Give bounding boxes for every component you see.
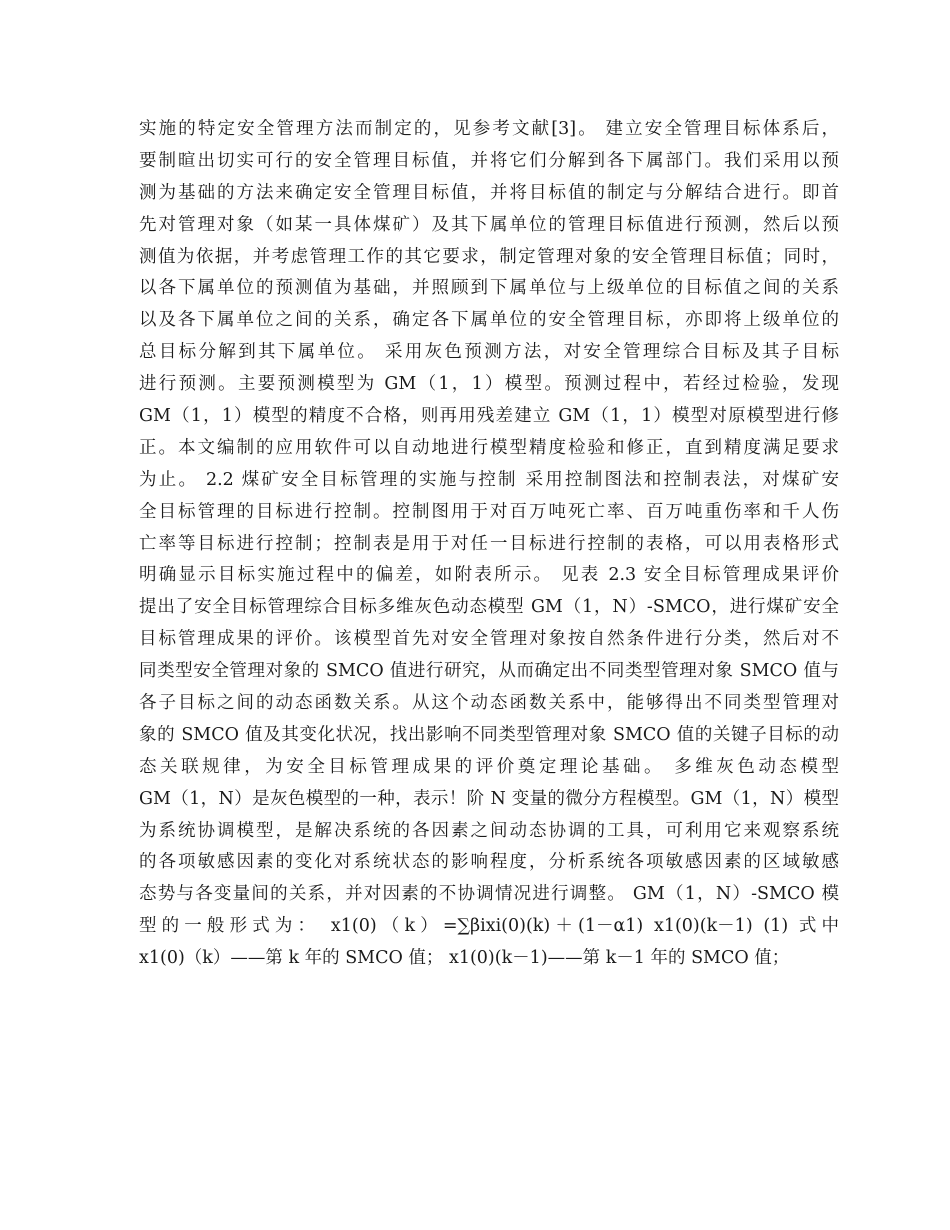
text-line: 亡率等目标进行控制；控制表是用于对任一目标进行控制的表格，可以用表格形式 (139, 533, 839, 554)
text-line: 提出了安全目标管理综合目标多维灰色动态模型 GM（1，N）-SMCO，进行煤矿安全 (139, 597, 839, 618)
text-line: 各子目标之间的动态函数关系。从这个动态函数关系中，能够得出不同类型管理对 (139, 693, 839, 714)
text-line: 先对管理对象（如某一具体煤矿）及其下属单位的管理目标值进行预测，然后以预 (139, 214, 839, 235)
text-line: GM（1，N）是灰色模型的一种，表示！阶 N 变量的微分方程模型。GM（1，N）模型 (139, 788, 839, 809)
text-line: 为系统协调模型，是解决系统的各因素之间动态协调的工具，可利用它来观察系统 (139, 820, 839, 841)
body-text (139, 114, 839, 975)
text-line: 为止。 2.2 煤矿安全目标管理的实施与控制 采用控制图法和控制表法，对煤矿安 (139, 469, 839, 490)
text-line: 态势与各变量间的关系，并对因素的不协调情况进行调整。 GM（1，N）-SMCO 模 (139, 884, 839, 905)
text-line: 型的一般形式为： x1(0)（k）=∑βixi(0)(k)＋(1－α1) x1(0)(k－1) (1) 式中 (139, 916, 839, 937)
text-line: 进行预测。主要预测模型为 GM（1，1）模型。预测过程中，若经过检验，发现 (139, 374, 839, 395)
text-line: 同类型安全管理对象的 SMCO 值进行研究，从而确定出不同类型管理对象 SMCO 值与 (139, 661, 839, 682)
text-line: 实施的特定安全管理方法而制定的，见参考文献[3]。 建立安全管理目标体系后， (139, 119, 839, 139)
text-line: 态关联规律，为安全目标管理成果的评价奠定理论基础。 多维灰色动态模型 (139, 756, 839, 777)
text-line: 测为基础的方法来确定安全管理目标值，并将目标值的制定与分解结合进行。即首 (139, 182, 839, 203)
text-line: 的各项敏感因素的变化对系统状态的影响程度，分析系统各项敏感因素的区域敏感 (139, 852, 839, 873)
text-line: 以及各下属单位之间的关系，确定各下属单位的安全管理目标，亦即将上级单位的 (139, 310, 839, 331)
text-line: 以各下属单位的预测值为基础，并照顾到下属单位与上级单位的目标值之间的关系 (139, 278, 839, 299)
text-line: 象的 SMCO 值及其变化状况，找出影响不同类型管理对象 SMCO 值的关键子目标的动 (139, 724, 839, 745)
text-line: x1(0)（k）——第 k 年的 SMCO 值； x1(0)(k－1)——第 k－1 年的 SMCO 值； (139, 948, 790, 969)
text-line: GM（1，1）模型的精度不合格，则再用残差建立 GM（1，1）模型对原模型进行修 (139, 406, 839, 427)
text-line: 总目标分解到其下属单位。 采用灰色预测方法，对安全管理综合目标及其子目标 (139, 342, 839, 363)
text-line: 测值为依据，并考虑管理工作的其它要求，制定管理对象的安全管理目标值；同时， (139, 246, 839, 267)
text-line: 明确显示目标实施过程中的偏差，如附表所示。 见表 2.3 安全目标管理成果评价 (139, 565, 839, 586)
text-line: 目标管理成果的评价。该模型首先对安全管理对象按自然条件进行分类，然后对不 (139, 629, 839, 650)
text-line: 全目标管理的目标进行控制。控制图用于对百万吨死亡率、百万吨重伤率和千人伤 (139, 501, 839, 522)
text-line: 正。本文编制的应用软件可以自动地进行模型精度检验和修正，直到精度满足要求 (139, 437, 839, 458)
text-line: 要制暄出切实可行的安全管理目标值，并将它们分解到各下属部门。我们采用以预 (139, 150, 839, 171)
